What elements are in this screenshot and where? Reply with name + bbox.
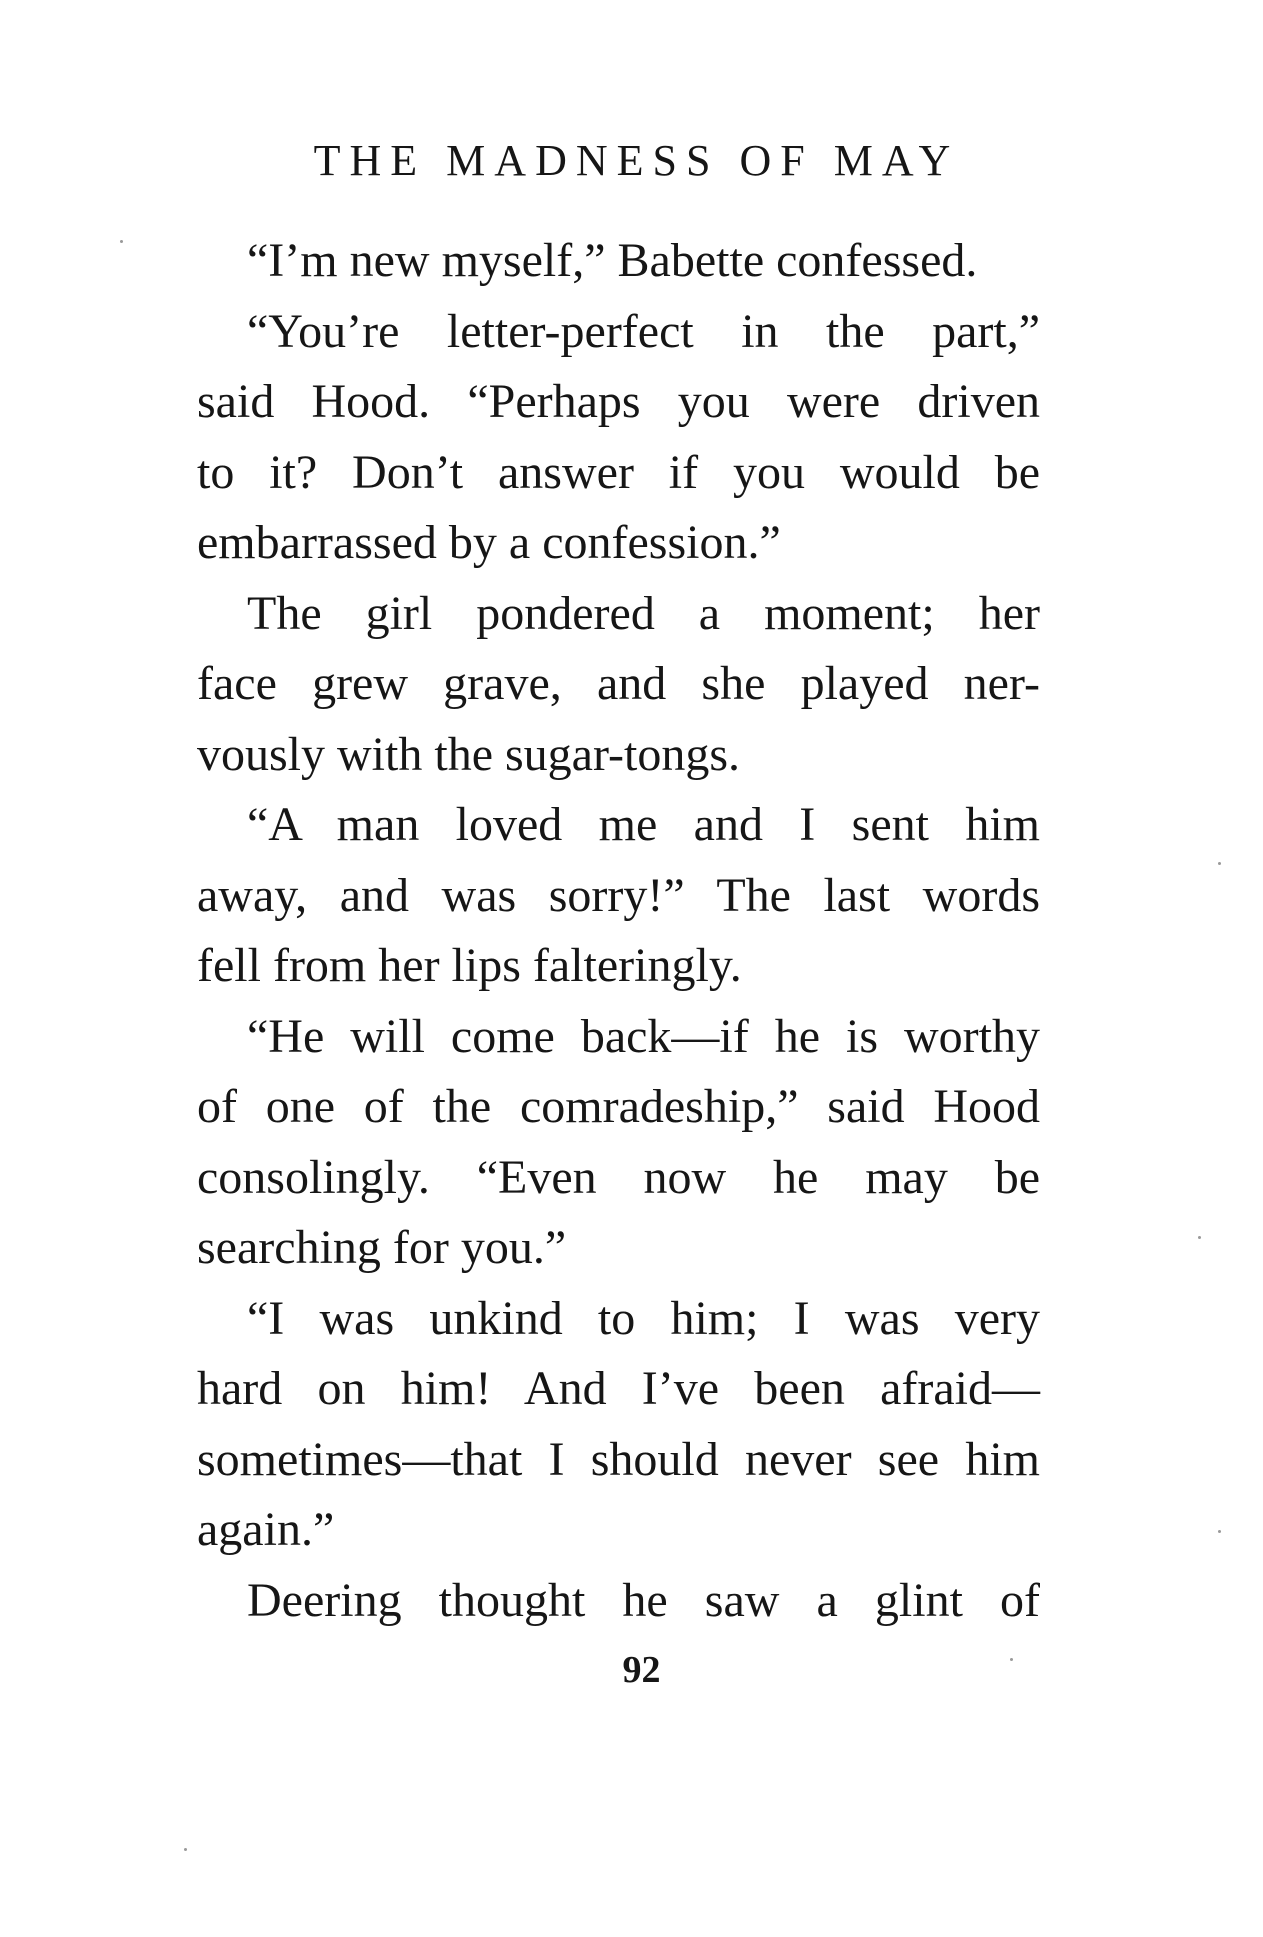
text-line: “I was unkind to him; I was very (247, 1291, 1040, 1345)
paragraph (145, 1566, 1040, 1637)
paragraph (145, 579, 1040, 791)
text-line: vously with the sugar-tongs. (197, 727, 740, 781)
paper-speck (1218, 1530, 1221, 1533)
text-line: searching for you.” (197, 1221, 567, 1274)
text-line: embarrassed by a confession.” (197, 516, 781, 569)
paragraph (145, 297, 1040, 579)
text-line: hard on him! And I’ve been afraid— (197, 1362, 1040, 1415)
running-head: THE MADNESS OF MAY (313, 136, 960, 185)
text-line: said Hood. “Perhaps you were driven (197, 375, 1040, 428)
body-text (145, 226, 1040, 1636)
text-line: to it? Don’t answer if you would be (197, 445, 1040, 499)
paper-speck (1218, 862, 1221, 865)
text-line: consolingly. “Even now he may be (197, 1150, 1040, 1204)
text-line: Deering thought he saw a glint of (247, 1573, 1040, 1627)
text-line: sometimes—that I should never see him (197, 1432, 1040, 1486)
text-line: “I’m new myself,” Babette confessed. (247, 234, 978, 287)
text-line: The girl pondered a moment; her (247, 586, 1040, 640)
paper-speck (1010, 1658, 1013, 1661)
paragraph (145, 226, 1040, 297)
text-line: again.” (197, 1503, 335, 1556)
text-line: fell from her lips falteringly. (197, 939, 742, 992)
paper-speck (120, 240, 123, 243)
paragraph (145, 790, 1040, 1002)
text-line: “You’re letter-perfect in the part,” (247, 304, 1040, 358)
text-line: face grew grave, and she played ner- (197, 657, 1040, 710)
page-number: 92 (622, 1649, 661, 1691)
text-line: away, and was sorry!” The last words (197, 868, 1040, 922)
paper-speck (184, 1848, 187, 1851)
paragraph (145, 1284, 1040, 1566)
text-line: “A man loved me and I sent him (247, 798, 1040, 851)
text-line: of one of the comradeship,” said Hood (197, 1080, 1040, 1133)
paragraph (145, 1002, 1040, 1284)
paper-speck (1198, 1236, 1201, 1239)
text-line: “He will come back—if he is worthy (247, 1009, 1040, 1063)
